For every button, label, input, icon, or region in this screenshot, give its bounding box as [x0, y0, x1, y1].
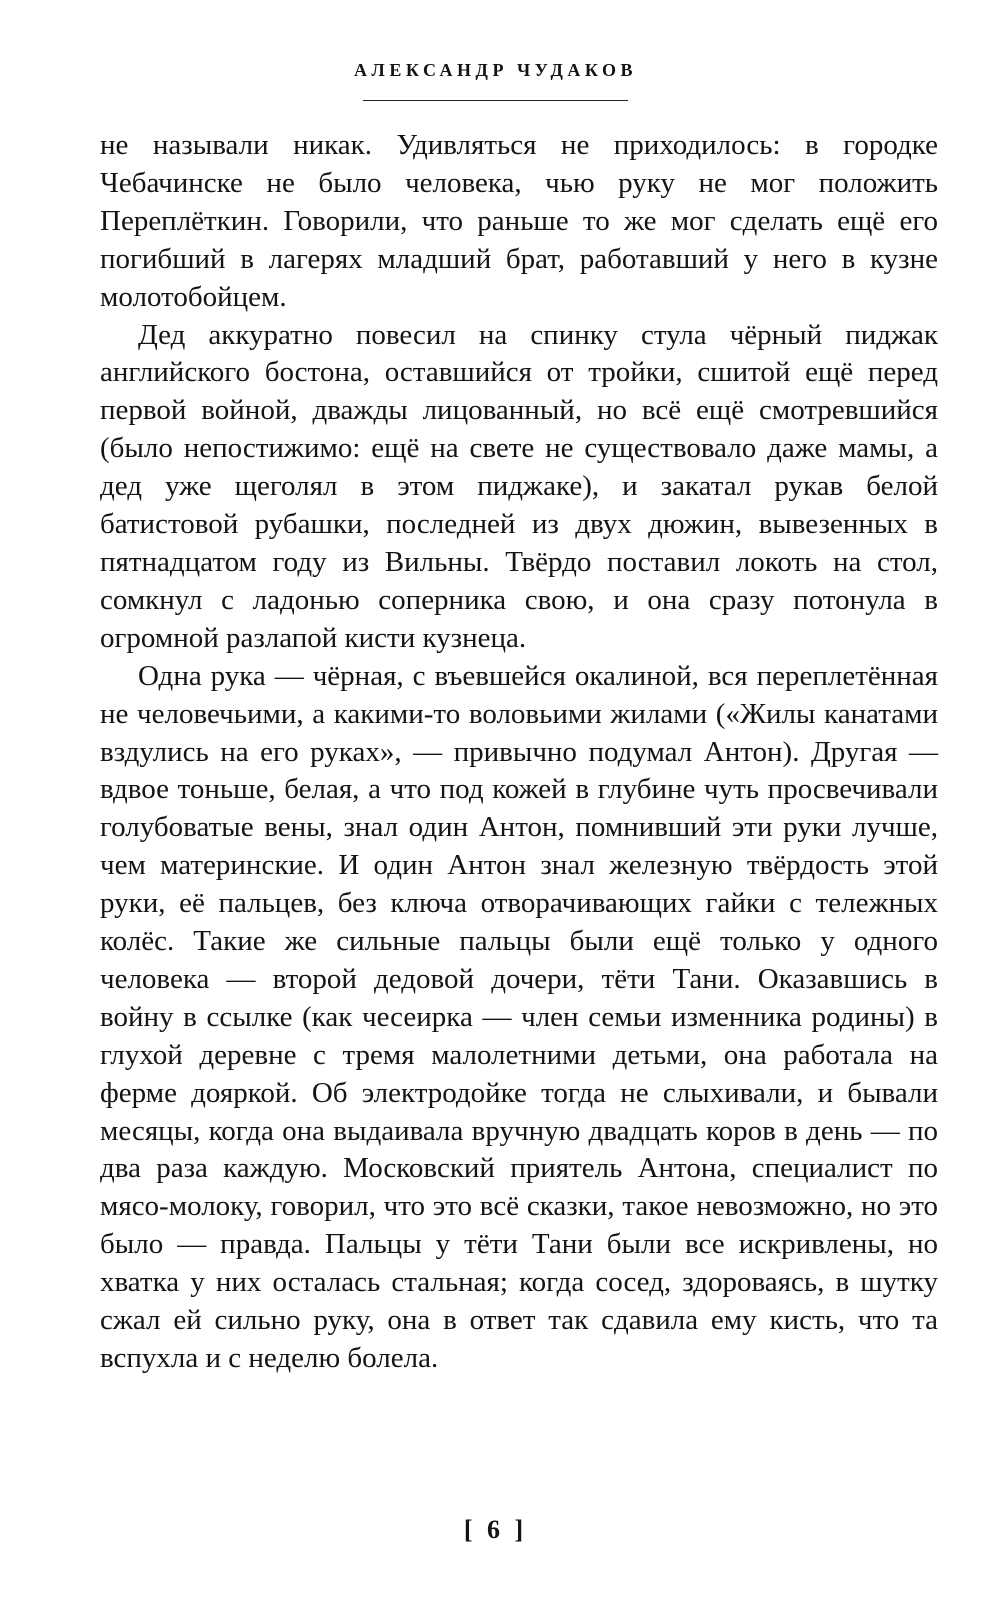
body-text — [100, 127, 938, 1378]
paragraph-1: не называли никак. Удивляться не приходилось: в городке Чебачинске не было человека, чью руку не мог положить Переплёткин. Говорили, что раньше то же мог сделать ещё его погибший в лагерях младший брат, работавший у него в кузне молотобойцем. — [100, 129, 938, 313]
paragraph-3: Одна рука — чёрная, с въевшейся окалиной, вся переплетённая не человечьими, а какими-то воловьими жилами («Жилы канатами вздулись на его руках», — привычно подумал Антон). Другая — вдвое тоньше, белая, а что под кожей в глубине чуть просвечивали голубоватые вены, знал один Антон, помнивший эти руки лучше, чем материнские. И один Антон знал железную твёрдость этой руки, её пальцев, без ключа отворачивающих гайки с тележных колёс. Такие же сильные пальцы были ещё только у одного человека — второй дедовой дочери, тёти Тани. Оказавшись в войну в ссылке (как чесеирка — член семьи изменника родины) в глухой деревне с тремя малолетними детьми, она работала на ферме дояркой. Об электродойке тогда не слыхивали, и бывали месяцы, когда она выдаивала вручную двадцать коров в день — по два раза каждую. Московский приятель Антона, специалист по мясо-молоку, говорил, что это всё сказки, такое невозможно, но это было — правда. Пальцы у тёти Тани были все искривлены, но хватка у них осталась стальная; когда сосед, здороваясь, в шутку сжал ей сильно руку, она в ответ так сдавила ему кисть, что та вспухла и с неделю болела. — [100, 659, 938, 1374]
running-head-author: АЛЕКСАНДР ЧУДАКОВ — [353, 60, 638, 80]
header-rule — [363, 100, 628, 101]
paragraph-2: Дед аккуратно повесил на спинку стула чёрный пиджак английского бостона, оставшийся от тройки, сшитой ещё перед первой войной, дважды лицованный, но всё ещё смотревшийся (было непостижимо: ещё на свете не существовало даже мамы, а дед уже щеголял в этом пиджаке), и закатал рукав белой батистовой рубашки, последней из двух дюжин, вывезенных в пятнадцатом году из Вильны. Твёрдо поставил локоть на стол, сомкнул с ладонью соперника свою, и она сразу потонула в огромной разлапой кисти кузнеца. — [100, 318, 938, 654]
page-number: [ 6 ] — [463, 1515, 528, 1544]
